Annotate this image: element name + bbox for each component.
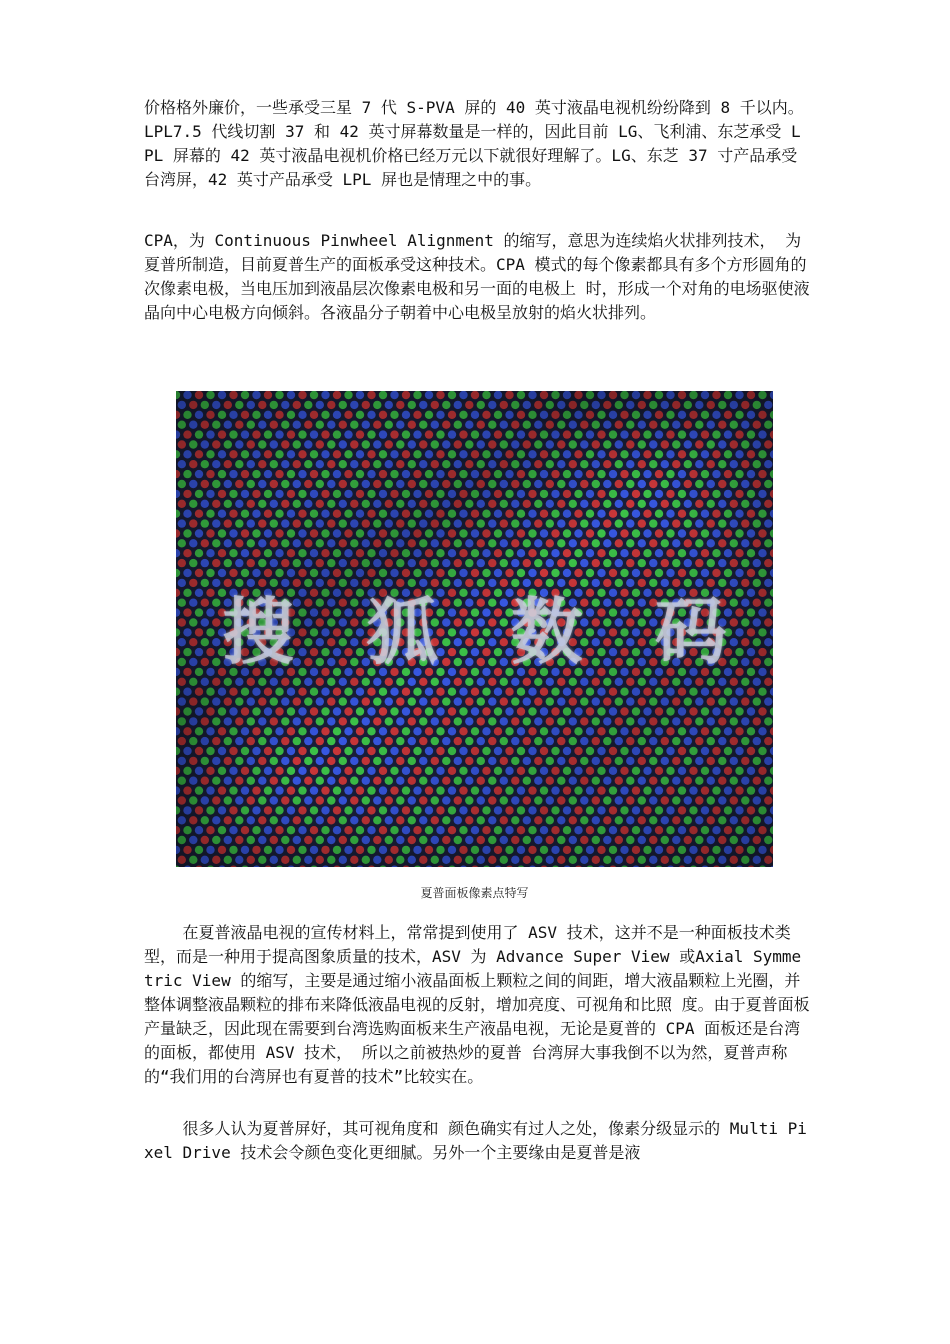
watermark-char: 狐 xyxy=(366,590,439,674)
figure-caption: 夏普面板像素点特写 xyxy=(420,886,529,900)
watermark xyxy=(176,581,773,674)
paragraph-sharp-screen: 很多人认为夏普屏好，其可视角度和 颜色确实有过人之处，像素分级显示的 Multi Pixel Drive 技术会令颜色变化更细腻。另外一个主要缘由是夏普是液 xyxy=(144,1119,807,1162)
paragraph-asv: 在夏普液晶电视的宣传材料上，常常提到使用了 ASV 技术，这并不是一种面板技术类型，而是一种用于提高图象质量的技术，ASV 为 Advance Super View 或Axial Symmetric View 的缩写，主要是通过缩小液晶面板上颗粒之间的间距，增大液晶颗粒上光圈，并整体调整液晶颗粒的排布来降低液晶电视的反射，增加亮度、可视角和比照 度。由于夏普面板产量缺乏，因此现在需要到台湾选购面板来生产液晶电视，无论是夏普的 CPA 面板还是台湾的面板，都使用 ASV 技术， 所以之前被热炒的夏普 台湾屏大事我倒不以为然，夏普声称的“我们用的台湾屏也有夏普的技术”比较实在。 xyxy=(144,923,810,1086)
watermark-char: 码 xyxy=(654,590,727,674)
paragraph-price: 价格格外廉价，一些承受三星 7 代 S-PVA 屏的 40 英寸液晶电视机纷纷降到 8 千以内。LPL7.5 代线切割 37 和 42 英寸屏幕数量是一样的，因此目前 LG、飞利浦、东芝承受 LPL 屏幕的 42 英寸液晶电视机价格已经万元以下就很好理解了。LG、东芝 37 寸产品承受台湾屏，42 英寸产品承受 LPL 屏也是情理之中的事。 xyxy=(144,98,804,189)
watermark-char: 搜 xyxy=(222,590,295,674)
pixel-closeup-figure xyxy=(176,391,773,867)
paragraph-cpa: CPA，为 Continuous Pinwheel Alignment 的缩写，意思为连续焰火状排列技术， 为夏普所制造，目前夏普生产的面板承受这种技术。CPA 模式的每个像素都具有多个方形圆角的次像素电极，当电压加到液晶层次像素电极和另一面的电极上 时，形成一个对角的电场驱使液晶向中心电极方向倾斜。各液晶分子朝着中心电极呈放射的焰火状排列。 xyxy=(144,231,810,322)
watermark-char: 数 xyxy=(510,590,583,674)
